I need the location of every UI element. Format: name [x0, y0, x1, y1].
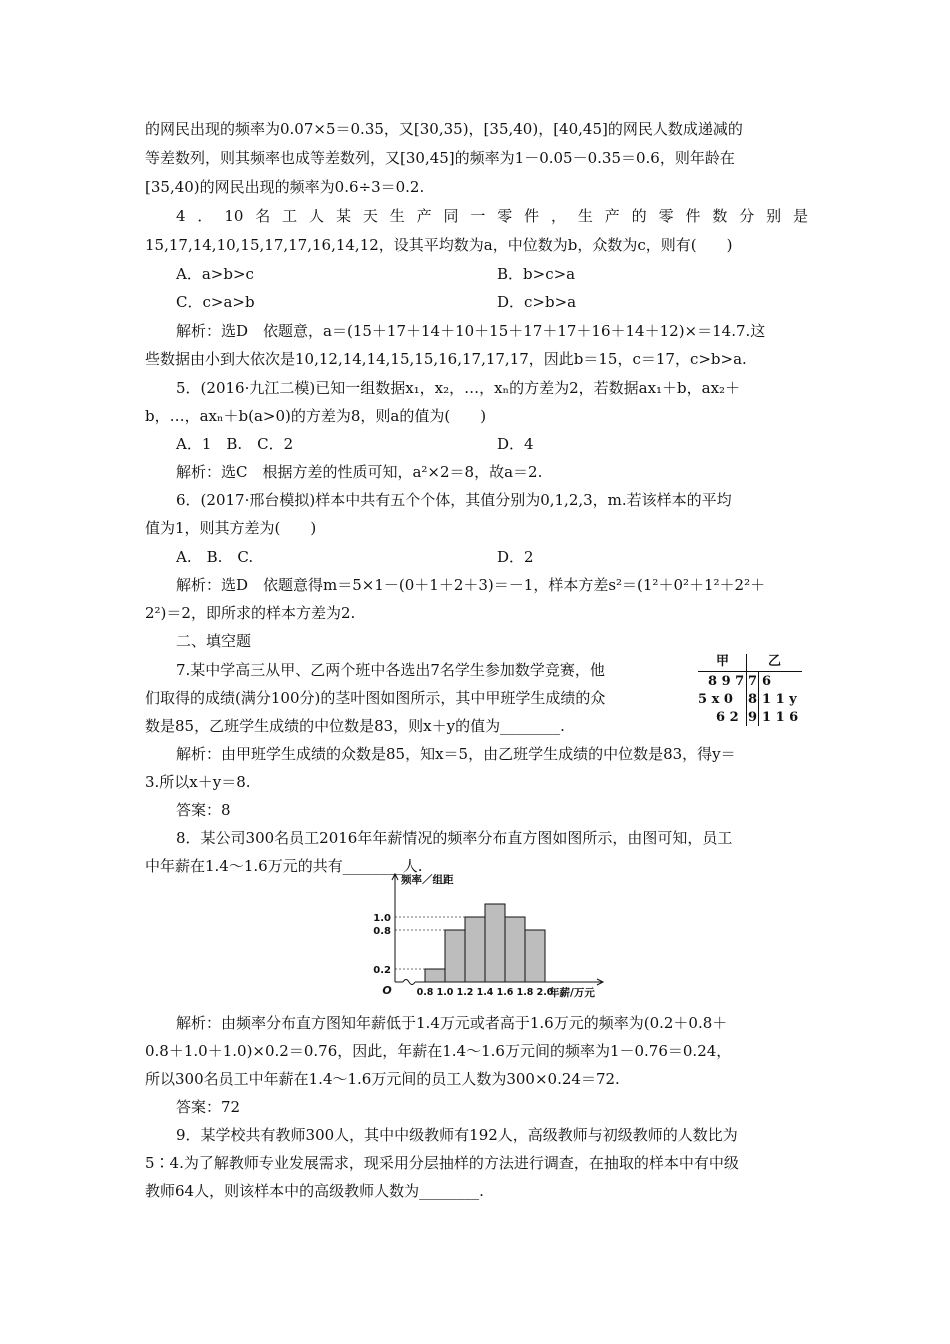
stem-leaf-divider	[758, 672, 759, 726]
answer-explanation: 解析：选D 依题意得m＝5×1－(0＋1＋2＋3)＝－1，样本方差s²＝(1²＋0²＋1²＋2²＋	[176, 576, 766, 594]
stem-leaf-stem: 8	[748, 692, 758, 707]
y-tick-label: 0.8	[373, 926, 391, 937]
histogram-bar	[525, 930, 545, 982]
question-5-stem: 5．(2016·九江二模)已知一组数据x₁，x₂，…，xₙ的方差为2，若数据ax₁＋b，ax₂＋	[176, 379, 741, 397]
options-abc: A. B. C.	[176, 548, 254, 566]
x-tick-label: 1.6	[496, 987, 514, 998]
stem-leaf-right-leaves: 1 1 y	[762, 692, 797, 707]
histogram-bar	[465, 917, 485, 982]
x-tick-label: 2.0	[536, 987, 554, 998]
question-9-stem: 9．某学校共有教师300人，其中中级教师有192人，高级教师与初级教师的人数比为	[176, 1126, 738, 1144]
option-d: D．c>b>a	[497, 293, 577, 311]
stem-leaf-header-right: 乙	[768, 654, 782, 669]
x-tick-label: 1.2	[456, 987, 474, 998]
x-axis-title: 年薪/万元	[549, 987, 595, 999]
x-tick-label: 1.8	[516, 987, 534, 998]
text-line: 数是85，乙班学生成绩的中位数是83，则x＋y的值为________.	[145, 717, 565, 735]
stem-leaf-header-left: 甲	[716, 654, 730, 669]
text-line: 中年薪在1.4～1.6万元的共有________人.	[145, 857, 423, 875]
option-d: D．4	[497, 435, 534, 453]
section-heading: 二、填空题	[176, 632, 252, 650]
histogram-bar	[445, 930, 465, 982]
question-4-stem: 4．10名工人某天生产同一零件，生产的零件数分别是	[176, 207, 808, 225]
histogram-bar	[425, 969, 445, 982]
option-d: D．2	[497, 548, 534, 566]
question-8-stem: 8．某公司300名员工2016年年薪情况的频率分布直方图如图所示，由图可知，员工	[176, 829, 733, 847]
text-line: 的网民出现的频率为0.07×5＝0.35，又[30,35)，[35,40)，[40,45]的网民人数成递减的	[145, 120, 743, 138]
option-c: C．c>a>b	[176, 293, 255, 311]
text-line: 教师64人，则该样本中的高级教师人数为________.	[145, 1182, 484, 1200]
histogram-bar	[485, 904, 505, 982]
frequency-histogram	[365, 868, 625, 1010]
stem-leaf-stem: 7	[748, 674, 758, 689]
answer-explanation: 解析：选C 根据方差的性质可知，a²×2＝8，故a＝2.	[176, 463, 543, 481]
text-line: b，…，axₙ＋b(a>0)的方差为8，则a的值为( )	[145, 407, 487, 425]
stem-leaf-right-leaves: 1 1 6	[762, 710, 799, 725]
origin-label: O	[382, 984, 392, 997]
stem-leaf-divider	[746, 654, 747, 726]
text-line: [35,40)的网民出现的频率为0.6÷3＝0.2.	[145, 178, 425, 196]
text-line: 3.所以x＋y＝8.	[145, 773, 251, 791]
text-line: 0.8＋1.0＋1.0)×0.2＝0.76，因此，年薪在1.4～1.6万元间的频率为1－0.76＝0.24，	[145, 1042, 732, 1060]
answer-explanation: 解析：选D 依题意，a＝(15＋17＋14＋10＋15＋17＋17＋16＋14＋12)×＝14.7.这	[176, 322, 766, 340]
text-line: 值为1，则其方差为( )	[145, 519, 317, 537]
answer: 答案：72	[176, 1098, 241, 1116]
answer: 答案：8	[176, 801, 231, 819]
histogram-bar	[505, 917, 525, 982]
text-line: 们取得的成绩(满分100分)的茎叶图如图所示，其中甲班学生成绩的众	[145, 689, 606, 707]
text-line: 15,17,14,10,15,17,17,16,14,12，设其平均数为a，中位数为b，众数为c，则有( )	[145, 236, 733, 254]
question-6-stem: 6．(2017·邢台模拟)样本中共有五个个体，其值分别为0,1,2,3，m.若该样本的平均	[176, 491, 732, 509]
option-a: A．a>b>c	[176, 265, 254, 283]
text-line: 5∶4.为了解教师专业发展需求，现采用分层抽样的方法进行调查，在抽取的样本中有中级	[145, 1154, 739, 1172]
text-line: 2²)＝2，即所求的样本方差为2.	[145, 604, 356, 622]
stem-leaf-stem: 9	[748, 710, 758, 725]
answer-explanation: 解析：由频率分布直方图知年薪低于1.4万元或者高于1.6万元的频率为(0.2＋0.8＋	[176, 1014, 728, 1032]
text-line: 些数据由小到大依次是10,12,14,14,15,15,16,17,17,17，因此b＝15，c＝17，c>b>a.	[145, 350, 747, 368]
question-7-stem: 7.某中学高三从甲、乙两个班中各选出7名学生参加数学竞赛，他	[176, 661, 605, 679]
text-line: 所以300名员工中年薪在1.4～1.6万元间的员工人数为300×0.24＝72.	[145, 1070, 620, 1088]
x-tick-label: 0.8	[416, 987, 434, 998]
stem-leaf-plot	[694, 652, 810, 730]
stem-leaf-rule	[698, 671, 802, 672]
option-b: B．b>c>a	[497, 265, 576, 283]
text-line: 等差数列，则其频率也成等差数列，又[30,45]的频率为1－0.05－0.35＝0.6，则年龄在	[145, 149, 735, 167]
x-tick-label: 1.0	[436, 987, 454, 998]
answer-explanation: 解析：由甲班学生成绩的众数是85，知x＝5，由乙班学生成绩的中位数是83，得y＝	[176, 745, 736, 763]
x-tick-label: 1.4	[476, 987, 494, 998]
options-abc: A．1 B. C．2	[176, 435, 294, 453]
x-axis-break	[403, 980, 415, 985]
stem-leaf-left-leaves: 5 x 0	[698, 692, 733, 707]
stem-leaf-right-leaves: 6	[762, 674, 772, 689]
stem-leaf-left-leaves: 6 2	[716, 710, 739, 725]
y-tick-label: 1.0	[373, 913, 391, 924]
stem-leaf-left-leaves: 8 9 7	[708, 674, 745, 689]
y-tick-label: 0.2	[373, 965, 391, 976]
y-axis-title: 频率／组距	[401, 874, 454, 886]
